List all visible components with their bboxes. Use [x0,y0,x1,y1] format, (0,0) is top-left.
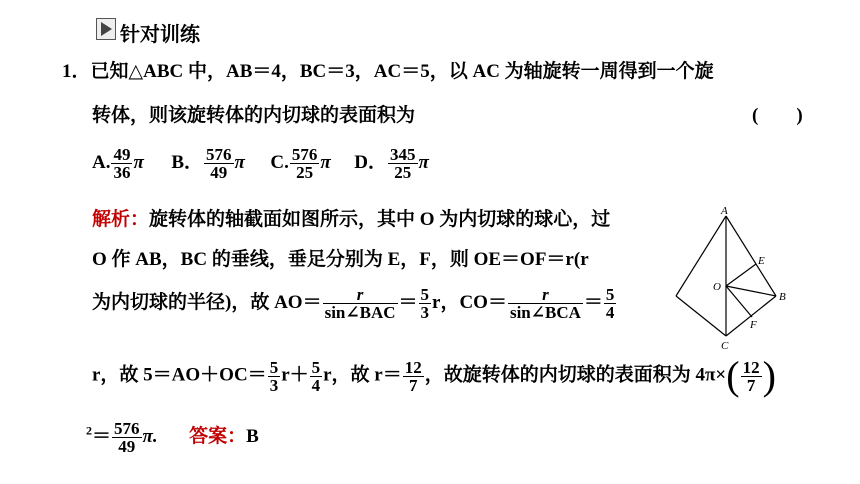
problem-text-1: 已知△ABC 中，AB＝4，BC＝3，AC＝5，以 AC 为轴旋转一周得到一个旋 [90,61,714,82]
problem-line-1 [62,62,714,81]
problem-line-2: 转体，则该旋转体的内切球的表面积为 [92,105,416,126]
solution-line-4: r，故 5＝AO＋OC＝ $\frac{5}{3}$ r＋ $\frac{5}{4}$ r，故 r＝ $\frac{12}{7}$ ，故旋转体的内切球的表面积为 4π×( $\frac{12}{7}$ ) [92,353,776,398]
problem-number: 1． [62,61,91,82]
label-F: F [750,319,757,331]
solution-line-3: 为内切球的半径)，故 AO＝ $\frac{r}{\text{sin∠BAC}}$ ＝ $\frac{5}{3}$ r，CO＝ $\frac{r}{\text{sin∠BCA}}$ ＝ $\frac{5}{4}$ [92,285,615,322]
label-E: E [758,255,765,267]
geometry-figure [668,204,798,354]
section-title: 针对训练 [120,24,200,46]
option-d: D． $\frac{345}{25}$ π [354,145,429,182]
segment-C-left [676,296,726,336]
play-icon [96,18,116,40]
solution-label: 解析： [92,209,150,230]
label-A: A [721,205,728,217]
solution-line-5: $^2$＝ $\frac{576}{49}$ π. 答案：B [86,419,259,456]
label-O: O [713,281,721,293]
option-c: C. $\frac{576}{25}$ π [270,145,331,182]
answer-value: B [246,425,259,447]
segment-AB [726,216,776,296]
solution-line-1: 解析：旋转体的轴截面如图所示，其中 O 为内切球的球心，过 [92,209,611,230]
options-row [92,146,429,181]
answer-label: 答案： [189,425,247,447]
option-a: A. $\frac{49}{36}$ π [92,145,144,182]
segment-OE [726,264,756,286]
option-b: B． $\frac{576}{49}$ π [171,145,245,182]
label-C: C [721,340,729,352]
solution-line-2: O 作 AB，BC 的垂线，垂足分别为 E，F，则 OE＝OF＝r(r [92,249,589,270]
label-B: B [779,291,786,303]
answer-paren: ( ) [752,105,803,126]
